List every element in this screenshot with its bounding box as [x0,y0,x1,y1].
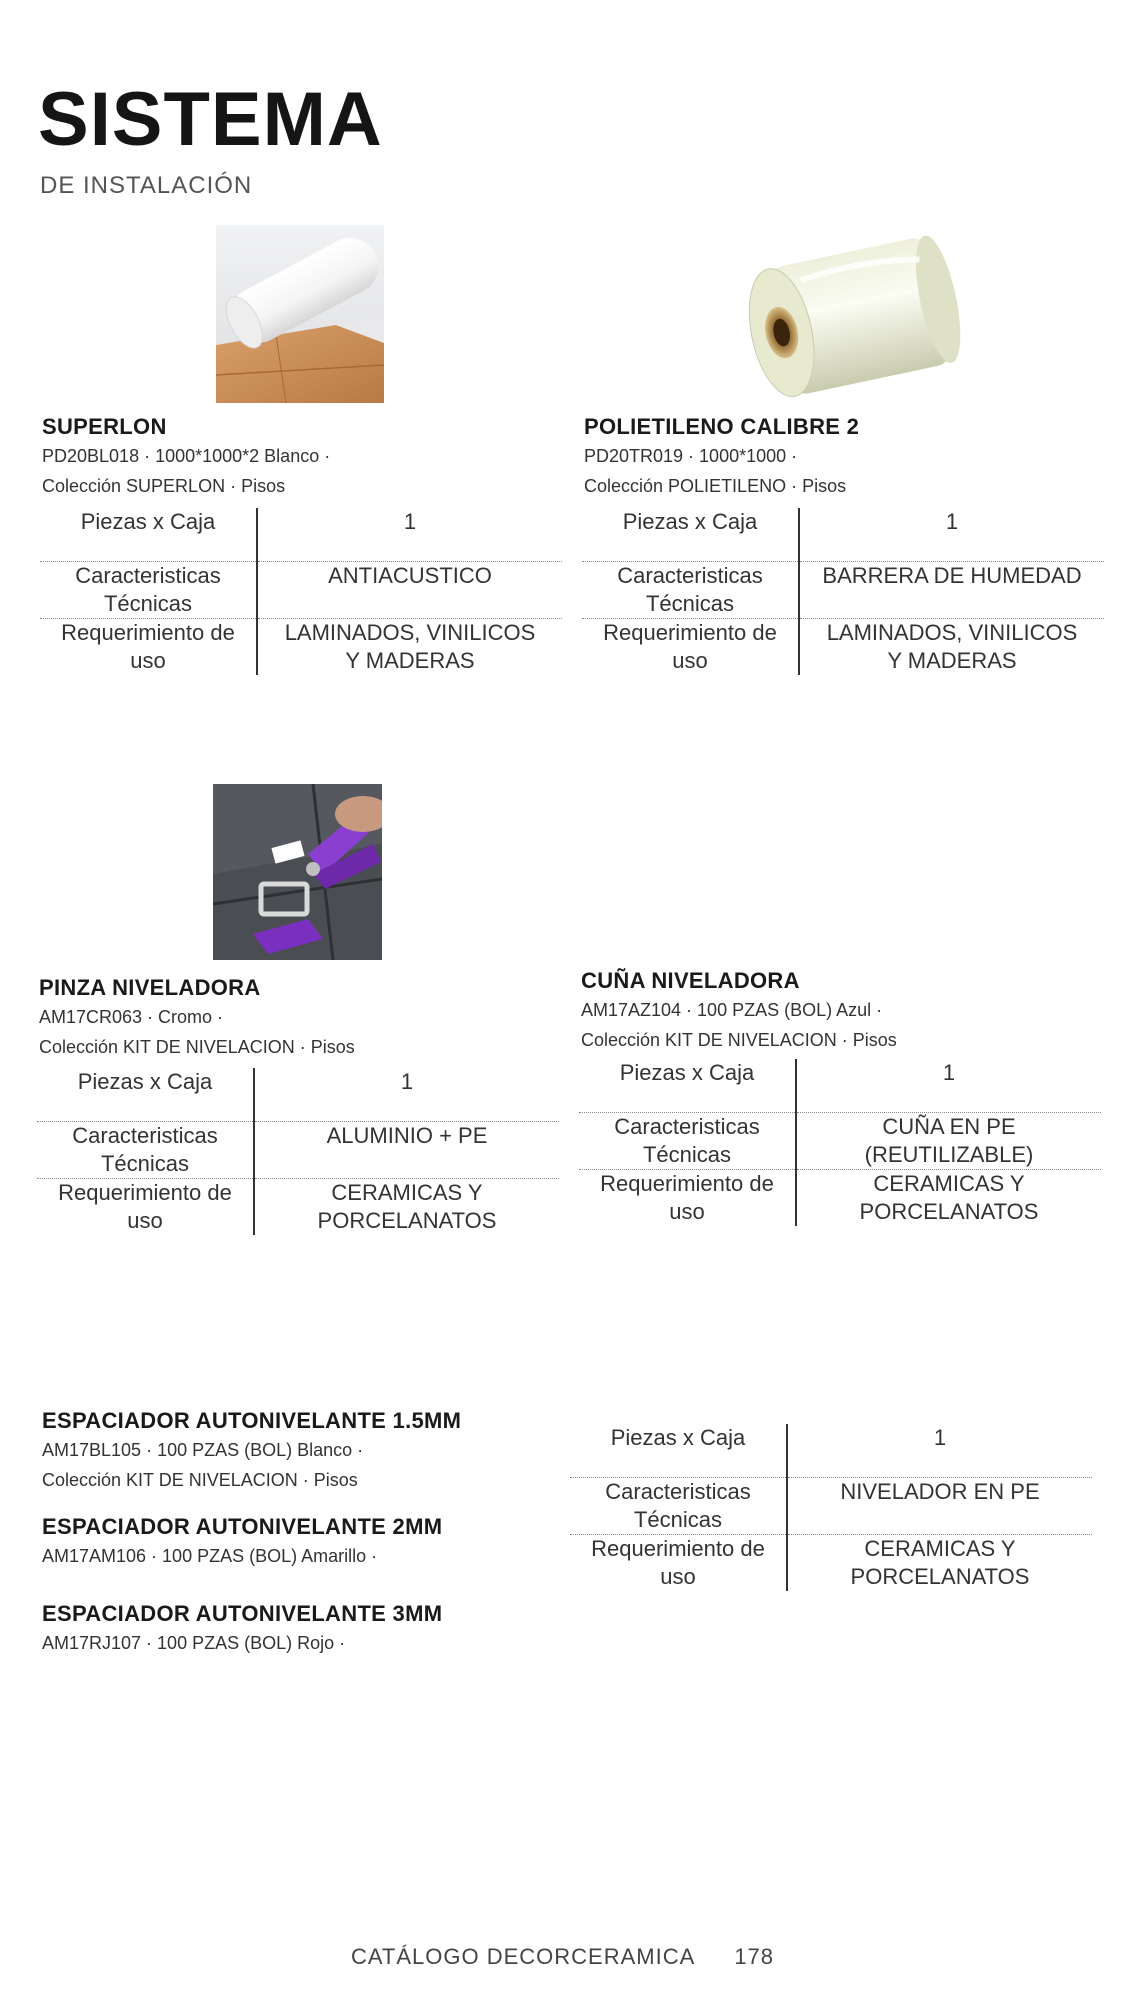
pieces-value: 1 [254,1068,559,1121]
espaciador-15-name: ESPACIADOR AUTONIVELANTE 1.5MM [42,1408,462,1433]
pinza-name: PINZA NIVELADORA [39,975,261,1000]
pieces-value: 1 [799,508,1104,561]
characteristics-value: ALUMINIO + PE [254,1121,559,1178]
pinza-meta-1: AM17CR063 · Cromo · [39,1007,224,1027]
requirement-value: CERAMICAS Y PORCELANATOS [317,1179,497,1233]
pieces-value: 1 [796,1059,1101,1112]
table-row [579,1059,1101,1112]
page-subtitle: DE INSTALACIÓN [40,172,253,199]
pieces-label: Piezas x Caja [37,1068,254,1121]
polietileno-meta-2: Colección POLIETILENO · Pisos [584,476,847,496]
espaciador-2-meta-1: AM17AM106 · 100 PZAS (BOL) Amarillo · [42,1546,378,1566]
pieces-value: 1 [257,508,562,561]
pieces-label: Piezas x Caja [582,508,799,561]
table-row [582,561,1104,618]
characteristics-label: Caracteristicas Técnicas [570,1477,787,1534]
table-row [579,1112,1101,1169]
pieces-value: 1 [787,1424,1092,1477]
characteristics-label: Caracteristicas Técnicas [582,561,799,618]
table-row [570,1424,1092,1477]
characteristics-value: BARRERA DE HUMEDAD [799,561,1104,618]
page-number: 178 [734,1944,775,1969]
espaciador-15-meta-2: Colección KIT DE NIVELACION · Pisos [42,1470,358,1490]
characteristics-value: CUÑA EN PE (REUTILIZABLE) [796,1112,1101,1169]
table-row [570,1477,1092,1534]
page-footer [0,1944,1125,1970]
page-title: SISTEMA [38,77,383,162]
superlon-spec-table [40,508,562,675]
characteristics-label: Caracteristicas Técnicas [37,1121,254,1178]
characteristics-value: NIVELADOR EN PE [787,1477,1092,1534]
cuna-meta-1: AM17AZ104 · 100 PZAS (BOL) Azul · [581,1000,883,1020]
pinza-meta-2: Colección KIT DE NIVELACION · Pisos [39,1037,355,1057]
table-row [40,508,562,561]
table-row [37,1178,559,1235]
pinza-spec-table [37,1068,559,1235]
table-row [579,1169,1101,1226]
cuna-meta-2: Colección KIT DE NIVELACION · Pisos [581,1030,897,1050]
polietileno-name: POLIETILENO CALIBRE 2 [584,414,860,439]
requirement-label: Requerimiento de uso [582,618,799,675]
espaciador-3-meta-1: AM17RJ107 · 100 PZAS (BOL) Rojo · [42,1633,346,1653]
cuna-name: CUÑA NIVELADORA [581,968,800,993]
superlon-image [216,225,384,403]
pieces-label: Piezas x Caja [579,1059,796,1112]
table-row [37,1068,559,1121]
polietileno-spec-table [582,508,1104,675]
table-row [570,1534,1092,1591]
table-row [37,1121,559,1178]
table-row [582,508,1104,561]
requirement-value: CERAMICAS Y PORCELANATOS [850,1535,1030,1589]
requirement-value: CERAMICAS Y PORCELANATOS [859,1170,1039,1224]
superlon-name: SUPERLON [42,414,167,439]
requirement-value: LAMINADOS, VINILICOS Y MADERAS [826,619,1078,673]
espaciador-spec-table [570,1424,1092,1591]
table-row [40,618,562,675]
polietileno-image [740,222,970,407]
catalog-name: CATÁLOGO DECORCERAMICA [350,1944,695,1969]
requirement-label: Requerimiento de uso [40,618,257,675]
polietileno-meta-1: PD20TR019 · 1000*1000 · [584,446,798,466]
characteristics-label: Caracteristicas Técnicas [579,1112,796,1169]
pieces-label: Piezas x Caja [40,508,257,561]
espaciador-15-meta-1: AM17BL105 · 100 PZAS (BOL) Blanco · [42,1440,364,1460]
requirement-label: Requerimiento de uso [579,1169,796,1226]
table-row [582,618,1104,675]
espaciador-2-name: ESPACIADOR AUTONIVELANTE 2MM [42,1514,443,1539]
characteristics-label: Caracteristicas Técnicas [40,561,257,618]
superlon-meta-2: Colección SUPERLON · Pisos [42,476,286,496]
table-row [40,561,562,618]
requirement-value: LAMINADOS, VINILICOS Y MADERAS [284,619,536,673]
cuna-spec-table [579,1059,1101,1226]
characteristics-value: ANTIACUSTICO [257,561,562,618]
espaciador-3-name: ESPACIADOR AUTONIVELANTE 3MM [42,1601,443,1626]
requirement-label: Requerimiento de uso [37,1178,254,1235]
superlon-meta-1: PD20BL018 · 1000*1000*2 Blanco · [42,446,331,466]
requirement-label: Requerimiento de uso [570,1534,787,1591]
pieces-label: Piezas x Caja [570,1424,787,1477]
pinza-image [213,784,382,960]
